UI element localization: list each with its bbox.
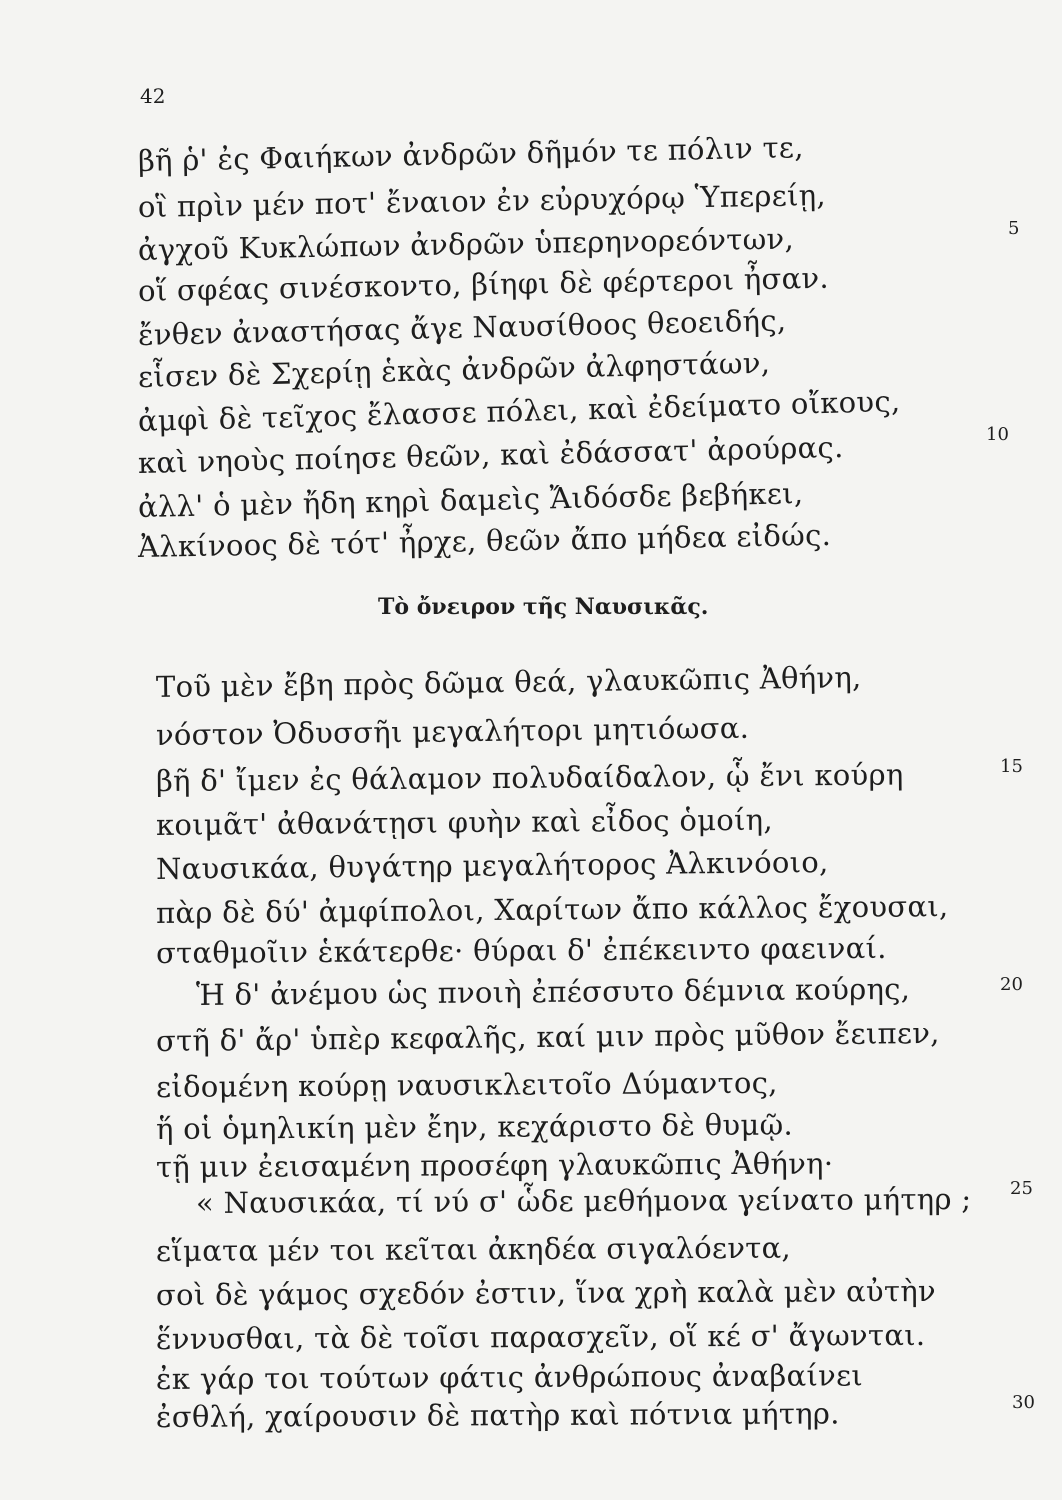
verse-line: « Ναυσικάα, τί νύ σ' ὧδε μεθήμονα γείνατο μήτηρ ; xyxy=(195,1181,972,1220)
verse-line: ἔνθεν ἀναστήσας ἄγε Ναυσίθοος θεοειδής, xyxy=(137,303,787,352)
line-number: 5 xyxy=(1008,218,1020,239)
verse-line: Ναυσικάα, θυγάτηρ μεγαλήτορος Ἀλκινόοιο, xyxy=(155,844,829,886)
verse-line: Τοῦ μὲν ἔβη πρὸς δῶμα θεά, γλαυκῶπις Ἀθήνη, xyxy=(155,660,862,704)
line-number: 30 xyxy=(1012,1392,1035,1413)
verse-line: ἕννυσθαι, τὰ δὲ τοῖσι παρασχεῖν, οἵ κέ σ' ἄγωνται. xyxy=(155,1317,926,1356)
verse-line: εἰδομένη κούρῃ ναυσικλειτοῖο Δύμαντος, xyxy=(155,1065,778,1104)
verse-line: σταθμοῖιν ἑκάτερθε· θύραι δ' ἐπέκειντο φαειναί. xyxy=(155,930,887,970)
verse-line: σοὶ δὲ γάμος σχεδόν ἐστιν, ἵνα χρὴ καλὰ μὲν αὐτὴν xyxy=(155,1273,936,1312)
line-number: 15 xyxy=(1000,756,1023,777)
verse-line: ἀλλ' ὁ μὲν ἤδη κηρὶ δαμεὶς Ἄιδόσδε βεβήκει, xyxy=(137,476,804,524)
verse-line: ἀγχοῦ Κυκλώπων ἀνδρῶν ὑπερηνορεόντων, xyxy=(137,221,795,267)
line-number: 20 xyxy=(1000,974,1023,995)
verse-line: Ἡ δ' ἀνέμου ὡς πνοιὴ ἐπέσσυτο δέμνια κούρης, xyxy=(195,971,911,1012)
verse-line: εἵματα μέν τοι κεῖται ἀκηδέα σιγαλόεντα, xyxy=(155,1230,792,1268)
verse-line: εἷσεν δὲ Σχερίῃ ἑκὰς ἀνδρῶν ἀλφηστάων, xyxy=(137,345,771,394)
section-heading: Τὸ ὄνειρον τῆς Ναυσικᾶς. xyxy=(378,594,709,620)
verse-line: Ἀλκίνοος δὲ τότ' ἦρχε, θεῶν ἄπο μήδεα εἰδώς. xyxy=(137,517,832,564)
verse-line: πὰρ δὲ δύ' ἀμφίπολοι, Χαρίτων ἄπο κάλλος ἔχουσαι, xyxy=(155,889,949,930)
line-number: 10 xyxy=(986,424,1009,445)
verse-line: οἳ πρὶν μέν ποτ' ἔναιον ἐν εὐρυχόρῳ Ὑπερείῃ, xyxy=(137,177,827,224)
verse-line: τῇ μιν ἐεισαμένη προσέφη γλαυκῶπις Ἀθήνη· xyxy=(155,1146,834,1184)
verse-line: βῆ ῥ' ἐς Φαιήκων ἀνδρῶν δῆμόν τε πόλιν τε, xyxy=(137,130,805,178)
verse-line: νόστον Ὀδυσσῆι μεγαλήτορι μητιόωσα. xyxy=(155,710,750,752)
line-number: 25 xyxy=(1010,1178,1033,1199)
verse-line: ἀμφὶ δὲ τεῖχος ἔλασσε πόλει, καὶ ἐδείματο οἴκους, xyxy=(137,384,901,438)
page-number: 42 xyxy=(140,84,166,108)
verse-line: ἐσθλή, χαίρουσιν δὲ πατὴρ καὶ πότνια μήτηρ. xyxy=(155,1396,840,1434)
verse-line: ἥ οἱ ὁμηλικίη μὲν ἔην, κεχάριστο δὲ θυμῷ. xyxy=(155,1107,794,1146)
verse-line: βῆ δ' ἴμεν ἐς θάλαμον πολυδαίδαλον, ᾧ ἔνι κούρη xyxy=(155,757,904,798)
verse-line: κοιμᾶτ' ἀθανάτῃσι φυὴν καὶ εἶδος ὁμοίη, xyxy=(155,802,774,842)
verse-line: καὶ νηοὺς ποίησε θεῶν, καὶ ἐδάσσατ' ἀρούρας. xyxy=(137,429,844,480)
verse-line: οἵ σφέας σινέσκοντο, βίηφι δὲ φέρτεροι ἦσαν. xyxy=(137,260,830,308)
verse-line: στῆ δ' ἄρ' ὑπὲρ κεφαλῆς, καί μιν πρὸς μῦθον ἔειπεν, xyxy=(155,1015,940,1058)
verse-line: ἐκ γάρ τοι τούτων φάτις ἀνθρώπους ἀναβαίνει xyxy=(155,1358,864,1396)
